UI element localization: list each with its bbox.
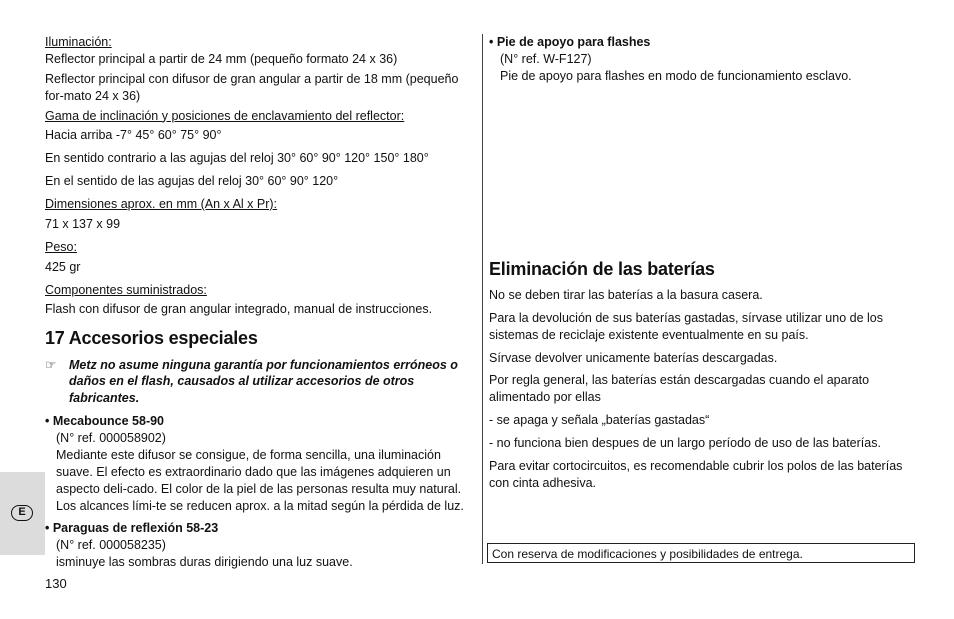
components-label: Componentes suministrados: bbox=[45, 282, 207, 297]
tilt-ccw: En sentido contrario a las agujas del reloj 30° 60° 90° 120° 150° 180° bbox=[45, 151, 429, 166]
section-title-batteries: Eliminación de las baterías bbox=[489, 258, 715, 279]
note-text: Metz no asume ninguna garantía por funcionamientos erróneos o daños en el flash, causados al utilizar accesorios de otros fabricantes. bbox=[69, 357, 458, 406]
language-badge: E bbox=[11, 505, 33, 521]
tilt-up: Hacia arriba -7° 45° 60° 75° 90° bbox=[45, 128, 222, 143]
accessory-body-mecabounce bbox=[45, 430, 475, 514]
battery-paragraph: Para evitar cortocircuitos, es recomendable cubrir los polos de las baterías con cinta adhesiva. bbox=[489, 458, 903, 490]
accessory-desc: Pie de apoyo para flashes en modo de funcionamiento esclavo. bbox=[500, 68, 852, 83]
page-number: 130 bbox=[45, 576, 67, 591]
accessory-body-umbrella bbox=[45, 537, 475, 571]
illumination-line-2: Reflector principal con difusor de gran angular a partir de 18 mm (pequeño for-mato 24 x 36) bbox=[45, 71, 459, 103]
illumination-label: Iluminación: bbox=[45, 35, 112, 49]
column-divider bbox=[482, 34, 483, 564]
weight-label: Peso: bbox=[45, 239, 77, 254]
accessory-title-stand: • Pie de apoyo para flashes bbox=[489, 35, 651, 49]
tilt-cw: En el sentido de las agujas del reloj 30° 60° 90° 120° bbox=[45, 174, 339, 189]
illumination-line-1: Reflector principal a partir de 24 mm (pequeño formato 24 x 36) bbox=[45, 51, 398, 66]
accessory-ref: (N° ref. 000058235) bbox=[56, 538, 166, 553]
accessory-body-stand bbox=[489, 51, 919, 85]
battery-paragraph: - no funciona bien despues de un largo período de uso de las baterías. bbox=[489, 436, 881, 451]
battery-paragraph: Sírvase devolver unicamente baterías descargadas. bbox=[489, 350, 778, 365]
battery-paragraph: Para la devolución de sus baterías gastadas, sírvase utilizar uno de los sistemas de reciclaje existente eventualmente en su país. bbox=[489, 310, 883, 342]
accessory-desc: Mediante este difusor se consigue, de forma sencilla, una iluminación suave. El efecto es extraordinario dado que las imágenes adquieren un aspecto deli-cado. El color de la piel de las personas resulta muy natural. Los alcances lími-te se reducen aprox. a la mitad según la pérdida de luz. bbox=[56, 447, 464, 513]
accessory-title-mecabounce: • Mecabounce 58-90 bbox=[45, 414, 165, 429]
battery-paragraph: - se apaga y señala „baterías gastadas“ bbox=[489, 413, 710, 428]
dimensions-label: Dimensiones aprox. en mm (An x Al x Pr): bbox=[45, 197, 278, 211]
accessory-ref: (N° ref. W-F127) bbox=[500, 51, 592, 66]
pointing-hand-icon: ☞ bbox=[45, 357, 57, 372]
warning-note bbox=[45, 357, 475, 408]
accessory-title-umbrella: • Paraguas de reflexión 58-23 bbox=[45, 521, 219, 536]
weight-value: 425 gr bbox=[45, 259, 81, 274]
components-value: Flash con difusor de gran angular integrado, manual de instrucciones. bbox=[45, 302, 433, 317]
accessory-desc: isminuye las sombras duras dirigiendo una luz suave. bbox=[56, 555, 353, 570]
battery-paragraph: No se deben tirar las baterías a la basura casera. bbox=[489, 287, 763, 302]
footer-note-box bbox=[487, 543, 915, 563]
left-column bbox=[45, 34, 475, 571]
accessory-ref: (N° ref. 000058902) bbox=[56, 431, 166, 446]
dimensions-value: 71 x 137 x 99 bbox=[45, 216, 121, 231]
section-title-accessories: 17 Accesorios especiales bbox=[45, 328, 258, 349]
battery-paragraph: Por regla general, las baterías están descargadas cuando el aparato alimentado por ellas bbox=[489, 373, 870, 405]
footer-note: Con reserva de modificaciones y posibilidades de entrega. bbox=[492, 547, 803, 561]
right-column bbox=[489, 34, 919, 498]
tilt-label: Gama de inclinación y posiciones de enclavamiento del reflector: bbox=[45, 108, 405, 123]
